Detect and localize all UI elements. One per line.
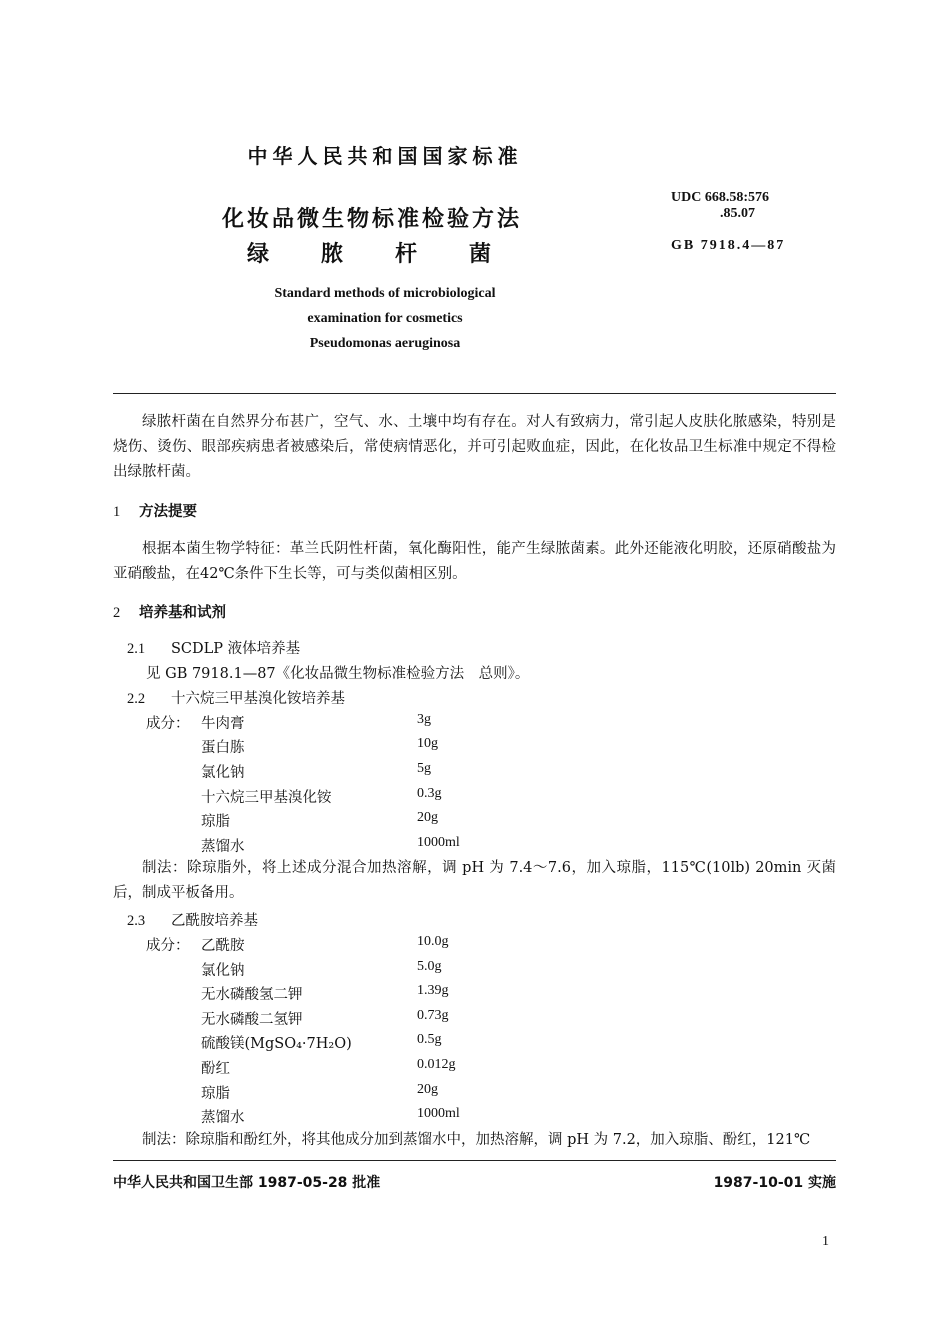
preparation-method: 制法：除琼脂外，将上述成分混合加热溶解，调 pH 为 7.4～7.6，加入琼脂，115℃(10lb) 20min 灭菌后，制成平板备用。 <box>113 860 836 901</box>
footer-divider <box>113 1160 836 1161</box>
page-number: 1 <box>822 1234 829 1249</box>
ingredient-amount: 1.39g <box>417 983 449 998</box>
subsection-number: 2.2 <box>127 691 146 707</box>
document-subtitle-cn: 绿脓杆菌 <box>247 242 544 267</box>
ingredient-name: 酚红 <box>201 1061 230 1077</box>
preparation-method: 制法：除琼脂和酚红外，将其他成分加到蒸馏水中，加热溶解，调 pH 为 7.2，加入琼脂、酚红，121℃ <box>142 1132 811 1148</box>
section-number: 2 <box>113 605 121 621</box>
ingredient-name: 无水磷酸二氢钾 <box>201 1012 303 1028</box>
subsection-title: 十六烷三甲基溴化铵培养基 <box>171 691 345 707</box>
approval-issuer: 中华人民共和国卫生部 1987-05-28 批准 <box>113 1175 381 1191</box>
ingredient-amount: 0.73g <box>417 1008 449 1023</box>
ingredient-amount: 20g <box>417 1082 438 1097</box>
ingredient-amount: 1000ml <box>417 1106 460 1121</box>
ingredient-amount: 20g <box>417 810 438 825</box>
ingredients-label: 成分： <box>146 716 190 732</box>
ingredient-amount: 5g <box>417 761 431 776</box>
title-en-line: Pseudomonas aeruginosa <box>309 336 461 351</box>
ingredient-amount: 10.0g <box>417 934 449 949</box>
ingredient-name: 蒸馏水 <box>201 839 245 855</box>
subsection-heading <box>127 687 345 708</box>
ingredients-label: 成分： <box>146 938 190 954</box>
document-title-cn: 化妆品微生物标准检验方法 <box>222 207 523 232</box>
ingredient-name: 硫酸镁(MgSO₄·7H₂O) <box>201 1036 352 1052</box>
subsection-heading <box>127 909 258 930</box>
ingredient-amount: 0.3g <box>417 786 442 801</box>
header-divider <box>113 393 836 394</box>
subsection-number: 2.1 <box>127 641 146 657</box>
section-heading <box>113 500 197 521</box>
ingredient-name: 氯化钠 <box>201 963 245 979</box>
subsection-title: SCDLP 液体培养基 <box>171 641 301 657</box>
ingredient-amount: 10g <box>417 736 438 751</box>
ingredient-amount: 3g <box>417 712 431 727</box>
ingredient-amount: 5.0g <box>417 959 442 974</box>
ingredient-name: 无水磷酸氢二钾 <box>201 987 303 1003</box>
national-standard-heading: 中华人民共和国国家标准 <box>247 144 523 168</box>
subsection-title: 乙酰胺培养基 <box>171 913 258 929</box>
ingredient-name: 琼脂 <box>201 814 230 830</box>
ingredient-name: 蒸馏水 <box>201 1110 245 1126</box>
title-en-line: Standard methods of microbiological <box>274 286 496 301</box>
section-number: 1 <box>113 504 121 520</box>
effective-date: 1987-10-01 实施 <box>713 1175 836 1191</box>
ingredient-name: 牛肉膏 <box>201 716 245 732</box>
udc-code-continued: .85.07 <box>720 206 755 221</box>
udc-code: UDC 668.58:576 <box>671 190 769 205</box>
ingredient-name: 氯化钠 <box>201 765 245 781</box>
ingredient-name: 琼脂 <box>201 1086 230 1102</box>
ingredient-name: 乙酰胺 <box>201 938 245 954</box>
title-en-line: examination for cosmetics <box>307 311 463 326</box>
subsection-heading <box>127 637 300 658</box>
section-heading <box>113 601 226 622</box>
gb-standard-number: GB 7918.4—87 <box>671 238 786 253</box>
section-title: 培养基和试剂 <box>139 605 226 621</box>
ingredient-name: 蛋白胨 <box>201 740 245 756</box>
ingredient-amount: 1000ml <box>417 835 460 850</box>
ingredient-amount: 0.012g <box>417 1057 456 1072</box>
subsection-number: 2.3 <box>127 913 146 929</box>
ingredient-name: 十六烷三甲基溴化铵 <box>201 790 332 806</box>
section-title: 方法提要 <box>139 504 197 520</box>
intro-paragraph: 绿脓杆菌在自然界分布甚广，空气、水、土壤中均有存在。对人有致病力，常引起人皮肤化脓感染，特别是烧伤、烫伤、眼部疾病患者被感染后，常使病情恶化，并可引起败血症，因此，在化妆品卫生标准中规定不得检出绿脓杆菌。 <box>113 414 836 480</box>
reference-text: 见 GB 7918.1—87《化妆品微生物标准检验方法 总则》。 <box>146 666 530 682</box>
section-paragraph: 根据本菌生物学特征：革兰氏阴性杆菌，氧化酶阳性，能产生绿脓菌素。此外还能液化明胶，还原硝酸盐为亚硝酸盐，在42℃条件下生长等，可与类似菌相区别。 <box>113 541 836 582</box>
ingredient-amount: 0.5g <box>417 1032 442 1047</box>
